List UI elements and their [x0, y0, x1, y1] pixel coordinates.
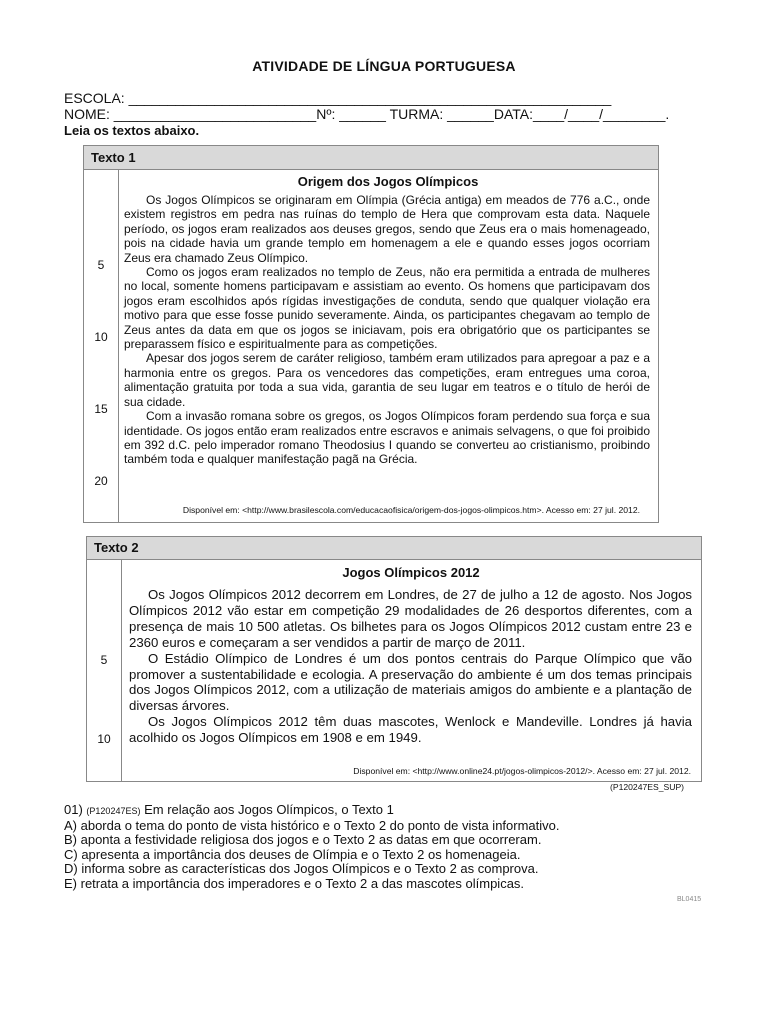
line-number: 15: [94, 402, 108, 416]
question-stem: Em relação aos Jogos Olímpicos, o Texto 1: [144, 802, 394, 817]
question-code: (P120247ES): [86, 806, 141, 816]
paragraph: Os Jogos Olímpicos 2012 decorrem em Londres, de 27 de julho a 12 de agosto. Nos Jogos Olímpicos 2012 vão estar em competição 29 modalidades de 26 desportos diferentes, com a presença de mais 10 500 atletas. Os bilhetes para os Jogos Olímpicos 2012 custam entre 23 e 2360 euros e começaram a ser vendidos a partir de março de 2011.: [129, 587, 692, 650]
line-number-gutter: [84, 170, 119, 522]
paragraph: Como os jogos eram realizados no templo de Zeus, não era permitida a entrada de mulheres no local, somente homens participavam e assistiam ao evento. Os homens que participavam dos jogos eram escolhidos após rígidas investigações de conduta, sendo que qualquer violação era motivo para que esse fosse punido severamente. Ainda, os participantes chegavam ao templo de Zeus antes da data em que os jogos se iniciavam, pois era obrigatório que os participantes se preparassem físico e espiritualmente para as competições.: [124, 265, 650, 352]
instruction: Leia os textos abaixo.: [64, 123, 200, 138]
option-b[interactable]: B) aponta a festividade religiosa dos jogos e o Texto 2 as datas em que ocorreram.: [64, 832, 542, 848]
line-number: 5: [100, 653, 108, 667]
paragraph: Com a invasão romana sobre os gregos, os Jogos Olímpicos foram perdendo sua força e sua identidade. Os jogos então eram realizados entre escravos e animais selvagens, o que foi proibido em 392 d.C. pelo imperador romano Theodosius I quando se converteu ao cristianismo, proibindo também toda e qualquer manifestação pagã na Grécia.: [124, 409, 650, 467]
line-number: 10: [97, 732, 111, 746]
texto-2-heading: Jogos Olímpicos 2012: [342, 565, 480, 580]
line-number-gutter: [87, 560, 122, 781]
texto-2-label: Texto 2: [87, 537, 701, 560]
name-field: NOME: __________________________Nº: ______ TURMA: ______DATA:____/____/________.: [64, 106, 670, 122]
texto-1-heading: Origem dos Jogos Olímpicos: [297, 174, 479, 189]
texto-2-box: [86, 536, 702, 782]
option-e[interactable]: E) retrata a importância dos imperadores e o Texto 2 a das mascotes olímpicas.: [64, 875, 525, 891]
paragraph: Apesar dos jogos serem de caráter religioso, também eram utilizados para apregoar a paz e a harmonia entre os gregos. Para os vencedores das competições, eram entregues uma coroa, alimentação gratuita por toda a sua vida, garantia de seu lugar em teatros e o título de herói de sua cidade.: [124, 351, 650, 409]
texto-2-body: [129, 587, 692, 746]
footer-mark: BL0415: [677, 896, 702, 903]
question-number: 01): [64, 802, 83, 817]
paragraph: O Estádio Olímpico de Londres é um dos pontos centrais do Parque Olímpico que vão promover a sustentabilidade e ecologia. A preservação do ambiente é um dos temas principais dos Jogos Olímpicos 2012, com a utilização de materiais amigos do ambiente e a plantação de diversas árvores.: [129, 650, 692, 714]
texto-1-box: [83, 145, 659, 523]
line-number: 20: [94, 474, 108, 488]
line-number: 10: [94, 330, 108, 344]
paragraph: Os Jogos Olímpicos se originaram em Olímpia (Grécia antiga) em meados de 776 a.C., onde existem registros em pedra nas ruínas do templo de Hera que comprovam esta data. Naquele período, os jogos eram realizados aos deuses gregos, sendo que Zeus era o mais homenageado, pois na cidade havia um grande templo em homenagem a ele e quando esses jogos ocorriam Zeus era chamado Zeus Olímpico.: [124, 193, 650, 265]
texto-2-source: Disponível em: <http://www.online24.pt/jogos-olimpicos-2012/>. Acesso em: 27 jul. 2012.: [353, 766, 691, 776]
line-number: 5: [97, 258, 105, 272]
option-c[interactable]: C) apresenta a importância dos deuses de Olímpia e o Texto 2 os homenageia.: [64, 846, 521, 862]
texto-1-source: Disponível em: <http://www.brasilescola.com/educacaofisica/origem-dos-jogos-olimpicos.htm>. Acesso em: 27 jul. 2012.: [182, 505, 640, 515]
option-a[interactable]: A) aborda o tema do ponto de vista histórico e o Texto 2 do ponto de vista informativo.: [64, 817, 560, 833]
texto-1-body: [124, 193, 650, 467]
school-field: ESCOLA: ______________________________________________________________: [64, 90, 612, 106]
paragraph: Os Jogos Olímpicos 2012 têm duas mascotes, Wenlock e Mandeville. Londres já havia acolhido os Jogos Olímpicos em 1908 e em 1949.: [129, 714, 692, 746]
question-stem-line: [64, 803, 684, 819]
option-d[interactable]: D) informa sobre as características dos Jogos Olímpicos e o Texto 2 as comprova.: [64, 861, 539, 877]
item-code: (P120247ES_SUP): [610, 782, 685, 792]
page-title: ATIVIDADE DE LÍNGUA PORTUGUESA: [252, 58, 516, 74]
texto-1-label: Texto 1: [84, 146, 658, 170]
question-01: [64, 803, 684, 892]
